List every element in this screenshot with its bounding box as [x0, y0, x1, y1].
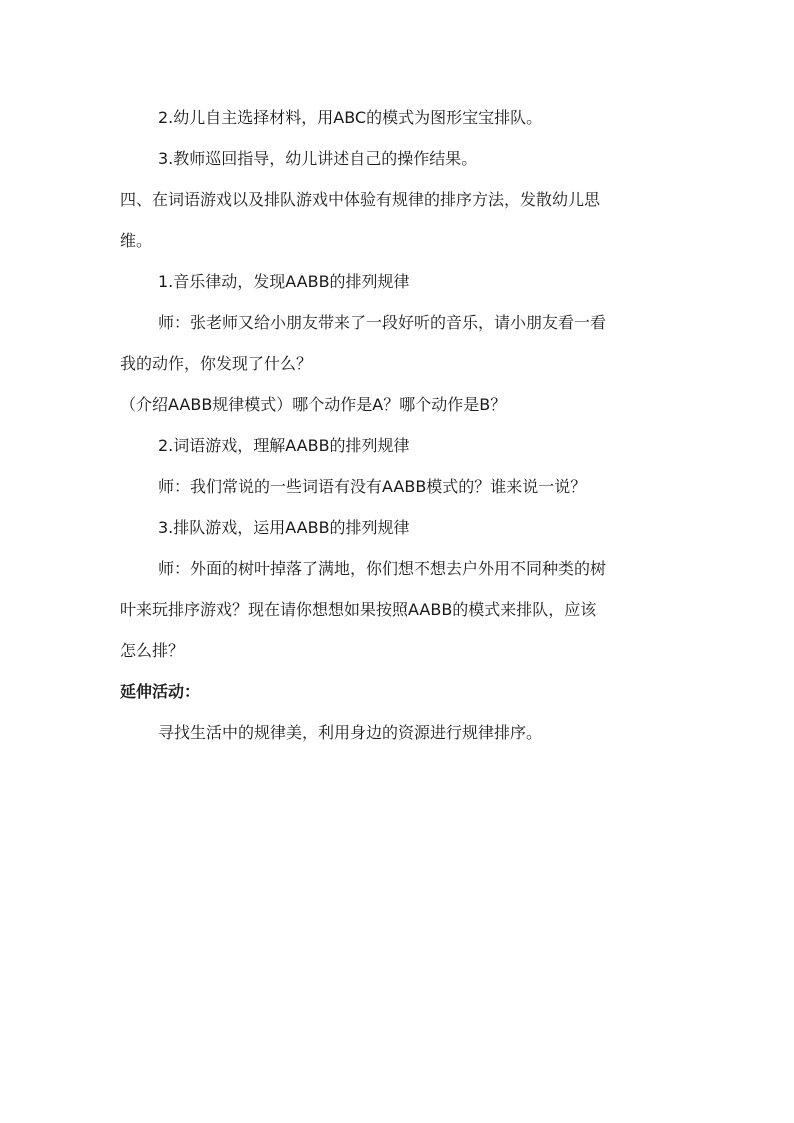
step-3-teacher-guidance: 3.教师巡回指导，幼儿讲述自己的操作结果。	[158, 149, 478, 168]
extension-activity-text: 寻找生活中的规律美，利用身边的资源进行规律排序。	[158, 723, 543, 742]
teacher-line-words: 师：我们常说的一些词语有没有AABB模式的？谁来说一说？	[158, 477, 587, 496]
step-2-choose-materials: 2.幼儿自主选择材料，用ABC的模式为图形宝宝排队。	[158, 108, 543, 127]
extension-activity-heading: 延伸活动：	[120, 682, 201, 701]
teacher-line-leaves-1: 师：外面的树叶掉落了满地，你们想不想去户外用不同种类的树	[158, 559, 607, 578]
teacher-line-music-1: 师：张老师又给小朋友带来了一段好听的音乐，请小朋友看一看	[158, 313, 607, 332]
aabb-pattern-intro: （介绍AABB规律模式）哪个动作是A？哪个动作是B？	[120, 395, 507, 414]
section-4-heading-line-1: 四、在词语游戏以及排队游戏中体验有规律的排序方法，发散幼儿思	[120, 190, 601, 209]
step-2-word-game: 2.词语游戏，理解AABB的排列规律	[158, 436, 410, 455]
teacher-line-music-2: 我的动作，你发现了什么？	[120, 354, 313, 373]
step-3-queue-game: 3.排队游戏，运用AABB的排列规律	[158, 518, 410, 537]
section-4-heading-line-2: 维。	[120, 231, 153, 250]
teacher-line-leaves-2: 叶来玩排序游戏？现在请你想想如果按照AABB的模式来排队，应该	[120, 600, 597, 619]
step-1-music-rhythm: 1.音乐律动，发现AABB的排列规律	[158, 272, 410, 291]
teacher-line-leaves-3: 怎么排？	[120, 641, 185, 660]
